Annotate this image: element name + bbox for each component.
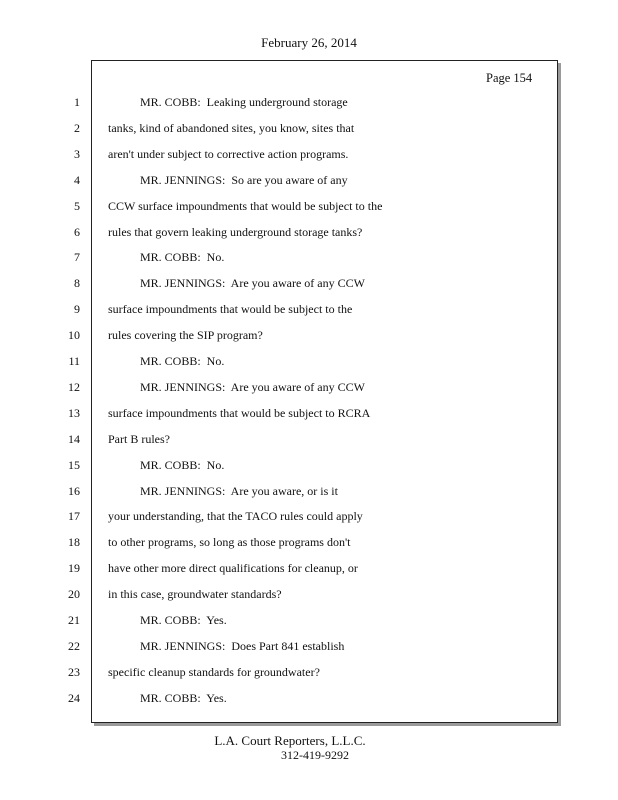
line-number: 7 [74,250,80,264]
transcript-line-text: rules that govern leaking underground storage tanks? [108,225,363,239]
line-number: 8 [74,276,80,290]
transcript-line-text: MR. COBB: No. [140,250,225,264]
transcript-line-text: surface impoundments that would be subject to the [108,302,353,316]
transcript-line-text: have other more direct qualifications for cleanup, or [108,561,358,575]
transcript-line-text: MR. COBB: Yes. [140,691,227,705]
transcript-line-text: specific cleanup standards for groundwater? [108,665,320,679]
transcript-line-text: MR. COBB: Yes. [140,613,227,627]
line-number: 1 [74,95,80,109]
line-number: 19 [68,561,80,575]
line-number: 5 [74,199,80,213]
transcript-line-text: aren't under subject to corrective action programs. [108,147,349,161]
line-number: 3 [74,147,80,161]
line-number: 13 [68,406,80,420]
line-number: 14 [68,432,80,446]
line-number: 23 [68,665,80,679]
transcript-line-text: Part B rules? [108,432,170,446]
transcript-line-text: MR. JENNINGS: Does Part 841 establish [140,639,345,653]
header-date: February 26, 2014 [261,35,357,50]
transcript-line-text: MR. JENNINGS: Are you aware of any CCW [140,276,365,290]
line-number: 10 [68,328,80,342]
line-number: 11 [68,354,80,368]
transcript-line-text: MR. COBB: No. [140,354,225,368]
transcript-line-text: to other programs, so long as those programs don't [108,535,351,549]
transcript-line-text: surface impoundments that would be subject to RCRA [108,406,371,420]
transcript-line-text: tanks, kind of abandoned sites, you know, sites that [108,121,355,135]
transcript-line-text: MR. COBB: Leaking underground storage [140,95,348,109]
line-number: 22 [68,639,80,653]
line-number: 24 [68,691,80,705]
transcript-line-text: MR. JENNINGS: Are you aware of any CCW [140,380,365,394]
page-number: Page 154 [486,71,533,85]
transcript-line-text: MR. JENNINGS: Are you aware, or is it [140,484,338,498]
footer-phone: 312-419-9292 [281,748,349,762]
transcript-line-text: CCW surface impoundments that would be subject to the [108,199,383,213]
line-number: 6 [74,225,80,239]
line-number: 2 [74,121,80,135]
line-number: 4 [74,173,80,187]
line-number: 16 [68,484,80,498]
line-number: 12 [68,380,80,394]
footer-company: L.A. Court Reporters, L.L.C. [214,733,366,748]
line-number: 20 [68,587,80,601]
line-number: 9 [74,302,80,316]
line-number: 17 [68,509,80,523]
line-number: 18 [68,535,80,549]
transcript-line-text: your understanding, that the TACO rules could apply [108,509,363,523]
transcript-line-text: MR. JENNINGS: So are you aware of any [140,173,348,187]
transcript-line-text: rules covering the SIP program? [108,328,263,342]
transcript-line-text: MR. COBB: No. [140,458,225,472]
transcript-line-text: in this case, groundwater standards? [108,587,282,601]
line-number: 21 [68,613,80,627]
line-number: 15 [68,458,80,472]
